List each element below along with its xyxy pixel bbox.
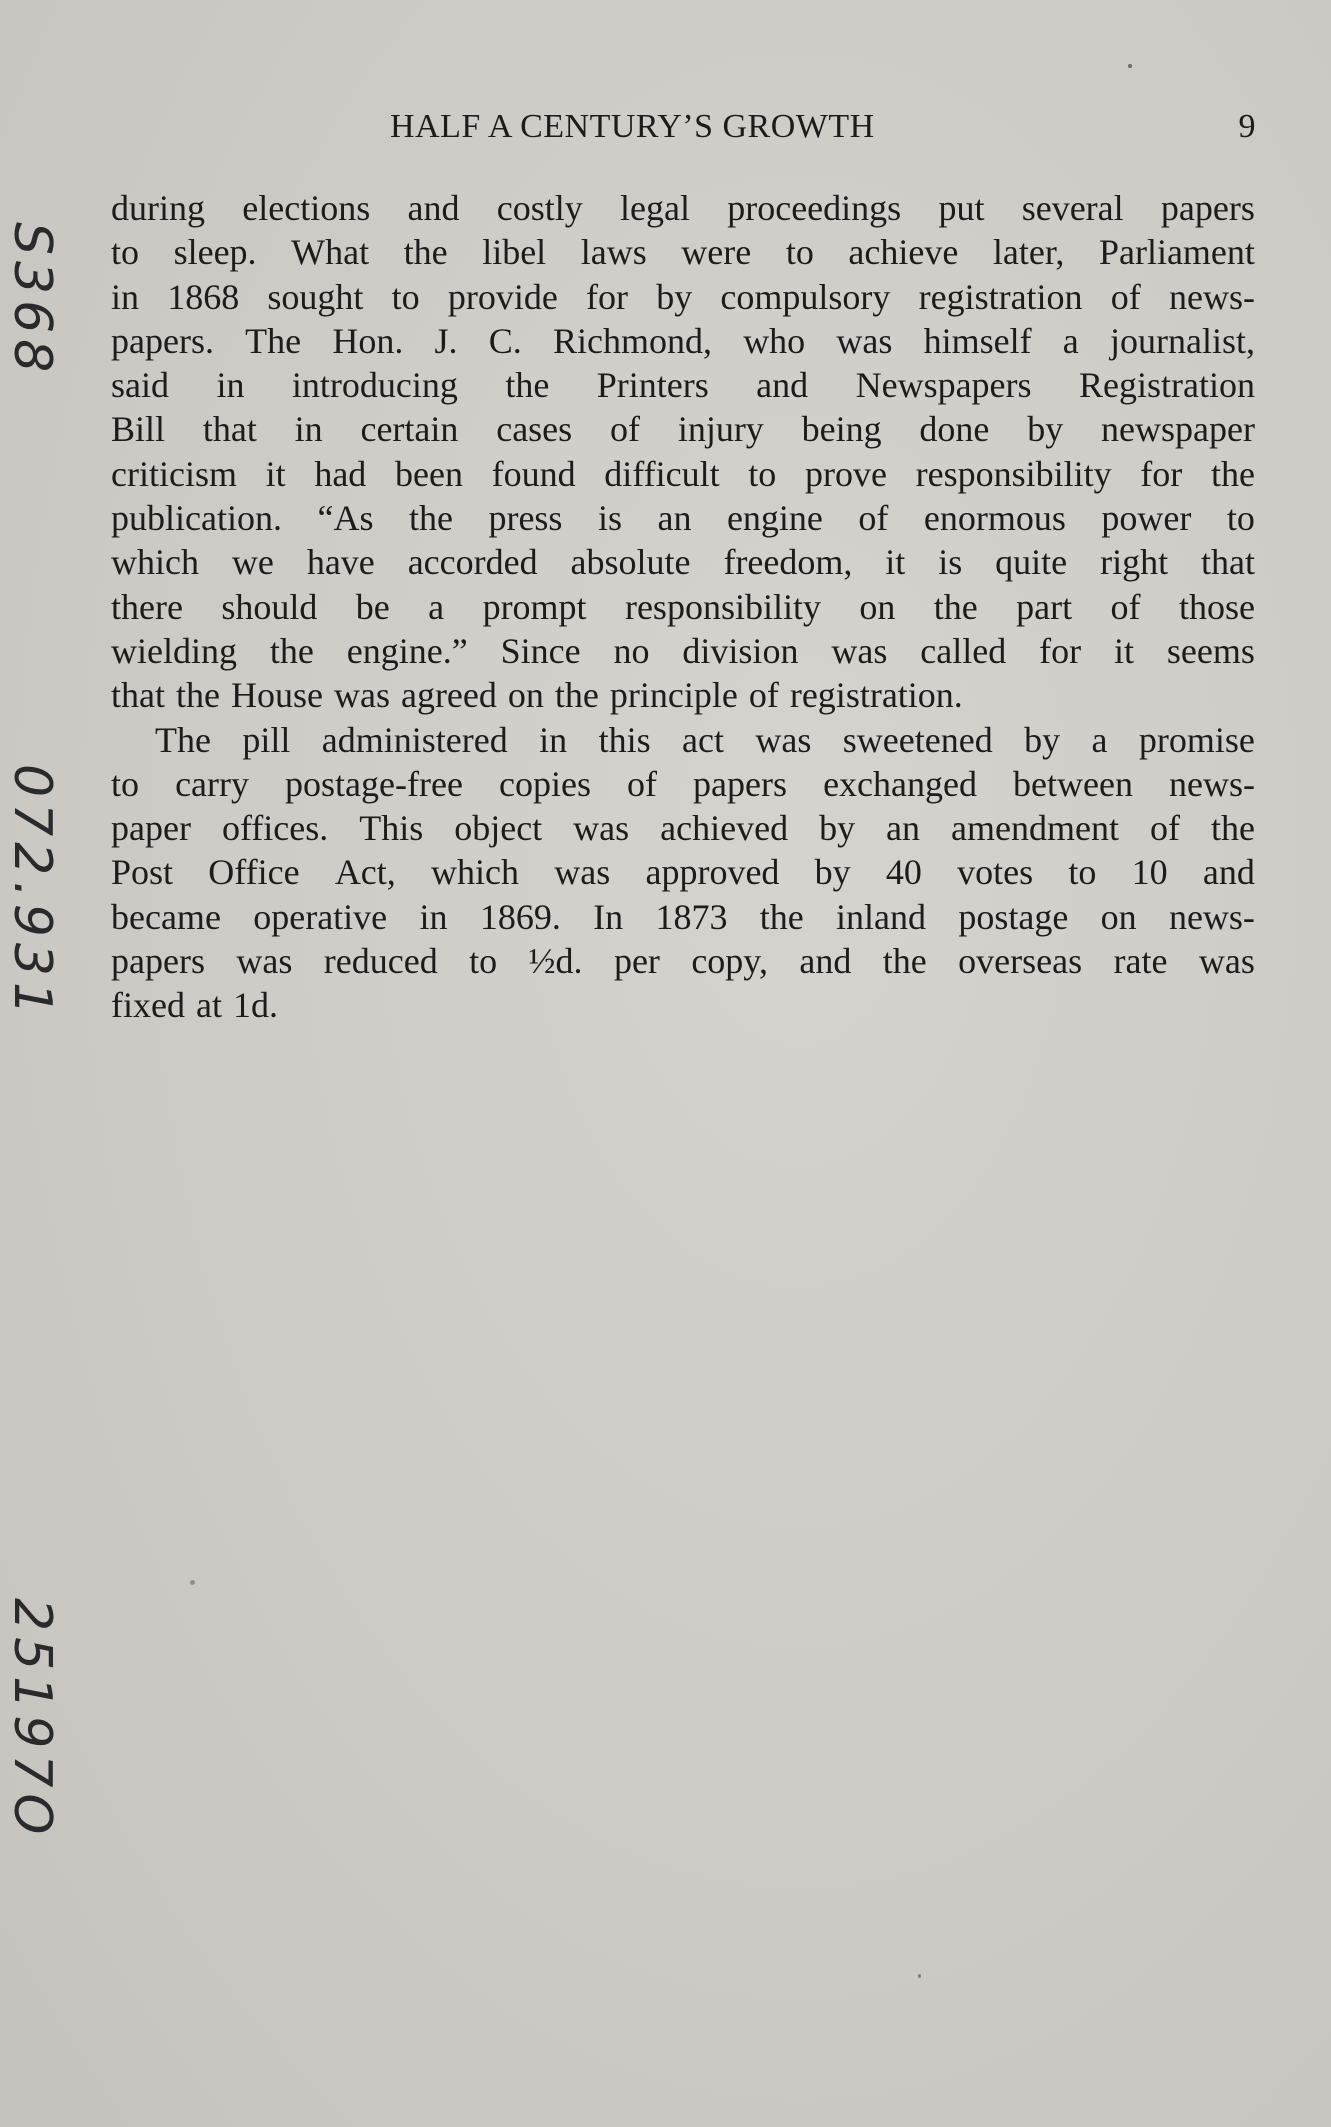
- word: prove: [804, 453, 887, 494]
- paper-speck: [918, 1974, 921, 1978]
- word: to: [748, 453, 777, 494]
- paragraph: [111, 718, 1255, 1028]
- word: elections: [242, 188, 371, 228]
- word: J.: [434, 320, 458, 361]
- text-line: [111, 939, 1255, 983]
- word: Newspapers: [855, 365, 1032, 406]
- word: in: [539, 719, 568, 760]
- word: rate: [1113, 941, 1168, 982]
- word: offices.: [221, 808, 329, 849]
- word: that: [1201, 542, 1255, 583]
- text-line: [111, 230, 1255, 274]
- word: of: [610, 409, 640, 450]
- word: the: [269, 630, 314, 671]
- word: papers: [111, 941, 205, 982]
- text-line: [111, 540, 1255, 584]
- word: who: [743, 320, 806, 361]
- word: 10: [1131, 852, 1168, 893]
- word: The: [155, 719, 211, 760]
- word: by: [656, 276, 693, 317]
- word: journalist,: [1109, 320, 1255, 361]
- word: wielding: [111, 630, 237, 671]
- word: registration: [918, 276, 1083, 317]
- word: certain: [360, 409, 459, 450]
- word: engine: [726, 498, 823, 539]
- text-line: [111, 762, 1255, 806]
- word: postage: [958, 896, 1069, 937]
- word: of: [1110, 586, 1141, 627]
- word: being: [801, 409, 882, 450]
- text-line: [111, 673, 1255, 717]
- word: publication.: [111, 498, 282, 539]
- word: an: [657, 498, 692, 539]
- word: act: [682, 719, 724, 760]
- word: What: [291, 232, 370, 273]
- word: the: [403, 232, 448, 273]
- word: criticism: [111, 453, 237, 494]
- word: sought: [267, 276, 364, 317]
- word: inland: [836, 896, 927, 937]
- word: paper: [111, 808, 191, 849]
- word: engine.”: [346, 630, 468, 671]
- word: administered: [321, 719, 508, 760]
- word: prompt: [482, 586, 587, 627]
- word: difficult: [604, 453, 720, 494]
- word: reduced: [323, 941, 438, 982]
- word: This: [359, 808, 424, 849]
- word: amendment: [951, 808, 1119, 849]
- word: the: [1210, 453, 1255, 494]
- word: absolute: [570, 542, 691, 583]
- text-line: [111, 363, 1255, 407]
- word: achieve: [848, 232, 959, 273]
- text-line: [111, 186, 1255, 230]
- word: object: [454, 808, 543, 849]
- word: and: [799, 941, 852, 982]
- word: the: [933, 586, 978, 627]
- word: power: [1101, 498, 1192, 539]
- word: to: [391, 276, 420, 317]
- body-text: [111, 186, 1255, 1028]
- word: in: [216, 365, 245, 406]
- word: between: [1013, 763, 1133, 804]
- word: costly: [496, 188, 583, 228]
- word: 1868: [167, 276, 240, 317]
- word: votes: [957, 852, 1034, 893]
- word: there: [111, 586, 183, 627]
- word: the: [882, 941, 927, 982]
- text-line: [111, 275, 1255, 319]
- word: later,: [992, 232, 1065, 273]
- word: freedom,: [723, 542, 853, 583]
- word: papers: [1160, 188, 1255, 228]
- word: be: [355, 586, 390, 627]
- word: to: [111, 232, 140, 273]
- word: sweetened: [842, 719, 993, 760]
- word: news-: [1168, 276, 1255, 317]
- running-head: [110, 108, 1256, 152]
- text-line: [111, 585, 1255, 629]
- word: “As: [317, 498, 374, 539]
- word: was: [236, 941, 293, 982]
- text-line: [111, 983, 1255, 1027]
- paper-speck: [190, 1580, 195, 1585]
- word: was: [831, 630, 888, 671]
- word: papers.: [111, 320, 214, 361]
- word: on: [859, 586, 896, 627]
- word: proceedings: [727, 188, 902, 228]
- word: Hon.: [332, 320, 404, 361]
- word: legal: [620, 188, 690, 228]
- word: division: [682, 630, 799, 671]
- word: which: [111, 542, 199, 583]
- word: introducing: [291, 365, 458, 406]
- word: during: [111, 188, 205, 228]
- word: and: [1202, 852, 1255, 893]
- word: compulsory: [720, 276, 891, 317]
- word: part: [1016, 586, 1073, 627]
- word: put: [938, 188, 985, 228]
- word: Printers: [596, 365, 709, 406]
- word: provide: [447, 276, 558, 317]
- running-head-title: HALF A CENTURY’S GROWTH: [390, 108, 875, 145]
- word: of: [858, 498, 889, 539]
- word: the: [1210, 808, 1255, 849]
- word: sleep.: [173, 232, 257, 273]
- word: exchanged: [823, 763, 977, 804]
- word: no: [613, 630, 650, 671]
- word: on: [1100, 896, 1137, 937]
- word: Richmond,: [552, 320, 712, 361]
- word: for: [1039, 630, 1082, 671]
- word: operative: [253, 896, 388, 937]
- word: principle: [609, 675, 738, 716]
- text-line: [111, 319, 1255, 363]
- handwritten-classification: 072.931: [2, 764, 62, 1022]
- word: it: [265, 453, 286, 494]
- word: Office: [208, 852, 300, 893]
- word: for: [586, 276, 629, 317]
- word: registration.: [789, 675, 963, 716]
- word: been: [394, 453, 463, 494]
- text-line: [111, 452, 1255, 496]
- word: Parliament: [1098, 232, 1255, 273]
- word: right: [1100, 542, 1169, 583]
- word: at: [195, 985, 222, 1026]
- word: seems: [1166, 630, 1255, 671]
- word: of: [748, 675, 779, 716]
- word: enormous: [923, 498, 1066, 539]
- word: was: [554, 852, 611, 893]
- word: was: [573, 808, 630, 849]
- word: a: [428, 586, 445, 627]
- word: a: [1062, 320, 1079, 361]
- word: and: [756, 365, 809, 406]
- word: to: [785, 232, 814, 273]
- word: became: [111, 896, 221, 937]
- word: approved: [645, 852, 780, 893]
- word: Since: [500, 630, 581, 671]
- word: to: [469, 941, 498, 982]
- word: done: [919, 409, 990, 450]
- handwritten-call-number: S368: [2, 222, 62, 379]
- word: Bill: [111, 409, 166, 450]
- word: fixed: [111, 985, 185, 1026]
- word: pill: [242, 719, 291, 760]
- word: have: [306, 542, 375, 583]
- word: copies: [498, 763, 591, 804]
- word: overseas: [958, 941, 1083, 982]
- word: newspaper: [1101, 409, 1255, 450]
- word: injury: [677, 409, 764, 450]
- word: responsibility: [915, 453, 1112, 494]
- word: Act,: [334, 852, 396, 893]
- word: 40: [885, 852, 922, 893]
- word: 1d.: [232, 985, 278, 1026]
- word: C.: [488, 320, 522, 361]
- word: laws: [580, 232, 647, 273]
- word: per: [613, 941, 660, 982]
- word: which: [431, 852, 520, 893]
- word: in: [294, 409, 323, 450]
- word: The: [245, 320, 302, 361]
- word: on: [507, 675, 544, 716]
- word: found: [491, 453, 576, 494]
- word: for: [1140, 453, 1183, 494]
- word: papers: [693, 763, 788, 804]
- word: a: [1091, 719, 1108, 760]
- word: press: [488, 498, 563, 539]
- word: news-: [1168, 896, 1255, 937]
- word: In: [593, 896, 624, 937]
- text-line: [111, 895, 1255, 939]
- margin-annotations: [0, 0, 70, 2127]
- text-line: [111, 806, 1255, 850]
- word: news-: [1169, 763, 1255, 804]
- word: in: [419, 896, 448, 937]
- word: House: [230, 675, 323, 716]
- word: himself: [923, 320, 1032, 361]
- word: an: [886, 808, 921, 849]
- word: several: [1021, 188, 1124, 228]
- word: was: [755, 719, 812, 760]
- word: by: [819, 808, 856, 849]
- word: carry: [175, 763, 249, 804]
- word: those: [1178, 586, 1255, 627]
- word: copy,: [691, 941, 768, 982]
- text-line: [111, 718, 1255, 762]
- word: of: [1110, 276, 1141, 317]
- word: to: [111, 763, 140, 804]
- page-number: 9: [1238, 108, 1256, 145]
- word: is: [938, 542, 963, 583]
- word: were: [681, 232, 752, 273]
- word: the: [408, 498, 453, 539]
- word: called: [920, 630, 1007, 671]
- word: by: [814, 852, 851, 893]
- word: it: [885, 542, 906, 583]
- word: and: [407, 188, 460, 228]
- word: libel: [482, 232, 547, 273]
- word: agreed: [400, 675, 497, 716]
- word: by: [1024, 719, 1061, 760]
- word: of: [1149, 808, 1180, 849]
- word: the: [759, 896, 804, 937]
- handwritten-accession-number: 25197O: [2, 1598, 62, 1841]
- word: was: [333, 675, 390, 716]
- word: of: [627, 763, 657, 804]
- paragraph: [111, 186, 1255, 718]
- word: achieved: [660, 808, 789, 849]
- word: was: [836, 320, 893, 361]
- word: the: [505, 365, 550, 406]
- word: postage-free: [285, 763, 463, 804]
- text-line: [111, 629, 1255, 673]
- word: said: [111, 365, 169, 406]
- word: cases: [496, 409, 573, 450]
- word: in: [111, 276, 140, 317]
- word: the: [175, 675, 220, 716]
- word: Registration: [1078, 365, 1255, 406]
- text-line: [111, 407, 1255, 451]
- word: this: [598, 719, 651, 760]
- word: 1873: [655, 896, 728, 937]
- word: had: [314, 453, 367, 494]
- word: to: [1068, 852, 1097, 893]
- word: quite: [995, 542, 1068, 583]
- word: that: [111, 675, 165, 716]
- text-line: [111, 496, 1255, 540]
- paper-speck: [1128, 64, 1132, 68]
- word: should: [221, 586, 318, 627]
- word: 1869.: [479, 896, 561, 937]
- word: the: [554, 675, 599, 716]
- word: responsibility: [624, 586, 821, 627]
- word: we: [231, 542, 274, 583]
- word: to: [1226, 498, 1255, 539]
- word: it: [1114, 630, 1135, 671]
- word: is: [597, 498, 622, 539]
- word: by: [1027, 409, 1064, 450]
- word: Post: [111, 852, 174, 893]
- text-line: [111, 850, 1255, 894]
- word: promise: [1138, 719, 1255, 760]
- word: accorded: [407, 542, 538, 583]
- word: ½d.: [528, 941, 583, 982]
- word: that: [202, 409, 257, 450]
- word: was: [1198, 941, 1255, 982]
